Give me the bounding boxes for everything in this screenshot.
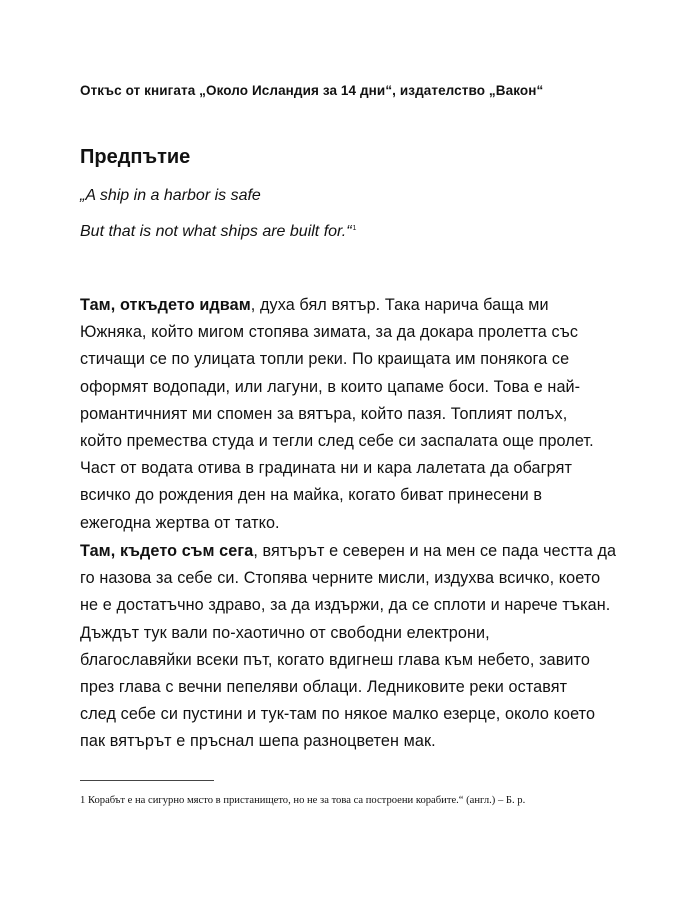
paragraph-line: пак вятърът е пръснал шепа разноцветен мак.: [80, 732, 436, 751]
paragraph-line: не е достатъчно здраво, за да издържи, да се сплоти и нарече тъкан.: [80, 596, 611, 615]
paragraph-line: Южняка, който мигом стопява зимата, за да докара пролетта със: [80, 323, 579, 342]
paragraph-line: го назова за себе си. Стопява черните мисли, издухва всичко, което: [80, 569, 601, 588]
footnote-reference[interactable]: 1: [352, 224, 357, 232]
paragraph-line: [80, 292, 625, 319]
paragraph-line: романтичният ми спомен за вятъра, който пазя. Топлият полъх,: [80, 404, 568, 423]
paragraph-line: след себе си пустини и тук-там по някое малко езерце, около което: [80, 705, 596, 724]
paragraph-line: ежегодна жертва от татко.: [80, 513, 280, 532]
epigraph-line-1: [80, 187, 261, 205]
epigraph-line-2: [80, 223, 356, 241]
paragraph-line-text: , духа бял вятър. Така нарича баща ми: [250, 296, 549, 314]
epigraph-line-1-text: „A ship in a harbor is safe: [80, 187, 261, 204]
paragraph-line: през глава с вечни пепеляви облаци. Ледниковите реки оставят: [80, 678, 568, 697]
paragraph-line: благославяйки всеки път, когато вдигнеш глава към небето, завито: [80, 650, 590, 669]
excerpt-header: Откъс от книгата „Около Исландия за 14 дни“, издателство „Вакон“: [80, 83, 544, 98]
paragraph-line: Дъждът тук вали по-хаотично от свободни електрони,: [80, 623, 490, 642]
paragraph-lead: Там, където съм сега: [80, 542, 254, 560]
paragraph-line: всичко до рождения ден на майка, когато биват принесени в: [80, 486, 543, 505]
section-title: Предпътие: [80, 146, 191, 168]
paragraph-1: [80, 292, 625, 537]
paragraph-line: който премества студа и тегли след себе си заспалата още пролет.: [80, 432, 594, 451]
paragraph-lead: Там, откъдето идвам: [80, 296, 251, 314]
paragraph-line: [80, 538, 625, 565]
footnote-divider: [80, 780, 214, 781]
paragraph-line: Част от водата отива в градината ни и кара лалетата да обагрят: [80, 459, 572, 478]
paragraph-line: оформят водопади, или лагуни, в които цапаме боси. Това е най-: [80, 377, 581, 396]
epigraph-line-2-text: But that is not what ships are built for.“: [80, 223, 352, 240]
paragraph-2: [80, 538, 625, 756]
footnote-text: 1 Корабът е на сигурно място в пристанището, но не за това са построени корабите.“ (англ.) – Б. р.: [80, 795, 526, 806]
paragraph-line-text: , вятърът е северен и на мен се пада честта да: [253, 542, 617, 560]
paragraph-line: стичащи се по улицата топли реки. По краищата им понякога се: [80, 350, 570, 369]
